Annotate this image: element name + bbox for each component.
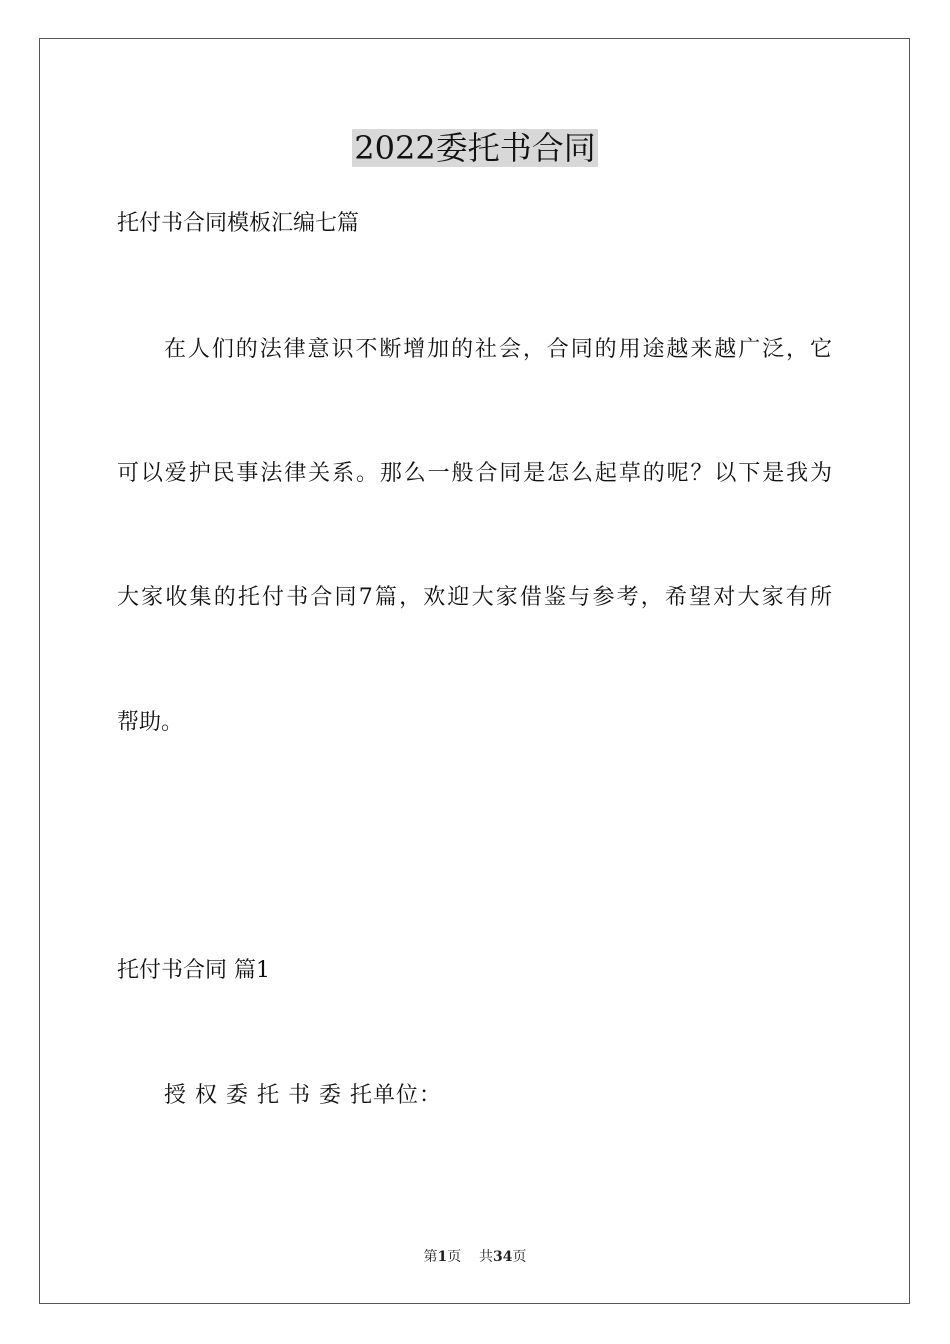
footer-total-prefix: 共 — [479, 1249, 494, 1265]
footer-total-pages: 34 — [493, 1249, 513, 1265]
footer-page-suffix: 页 — [447, 1249, 462, 1265]
document-title — [0, 126, 950, 170]
page-footer — [0, 1247, 950, 1267]
document-subtitle: 托付书合同模板汇编七篇 — [117, 211, 360, 236]
intro-line-1: 在人们的法律意识不断增加的社会，合同的用途越来越广泛，它 — [164, 337, 832, 362]
title-text: 2022委托书合同 — [354, 129, 596, 167]
footer-total-suffix: 页 — [512, 1249, 527, 1265]
section-first-line: 授 权 委 托 书 委 托单位： — [164, 1083, 442, 1108]
intro-line-4: 帮助。 — [117, 710, 184, 735]
intro-line-2: 可以爱护民事法律关系。那么一般合同是怎么起草的呢？以下是我为 — [117, 461, 832, 486]
footer-page-prefix: 第 — [423, 1249, 438, 1265]
footer-page-number: 1 — [437, 1249, 448, 1265]
intro-line-3: 大家收集的托付书合同7篇，欢迎大家借鉴与参考，希望对大家有所 — [117, 585, 832, 610]
section-heading: 托付书合同 篇1 — [117, 958, 270, 983]
